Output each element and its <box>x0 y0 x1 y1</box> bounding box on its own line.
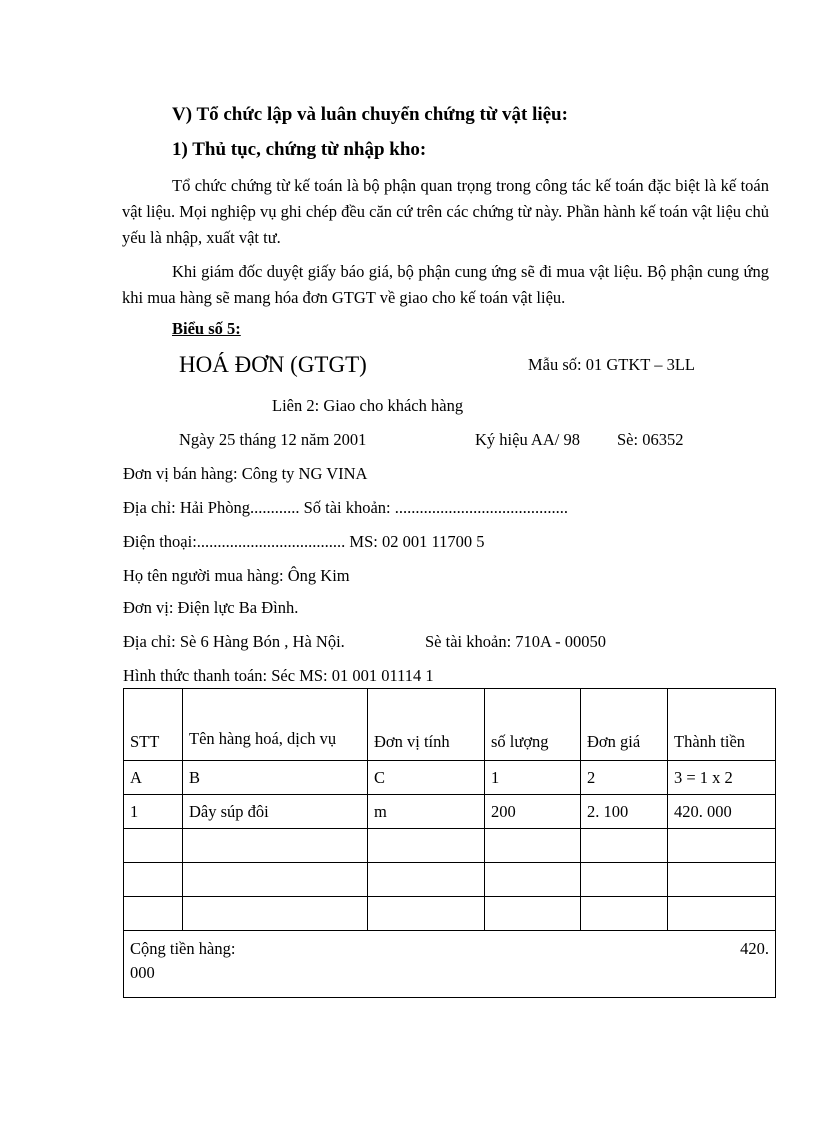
invoice-date: Ngày 25 tháng 12 năm 2001 <box>179 430 367 449</box>
invoice-symbol: Ký hiệu AA/ 98 <box>475 430 580 449</box>
paragraph-1-text: Tổ chức chứng từ kế toán là bộ phận quan trọng trong công tác kế toán đặc biệt là kế toán vật liệu. Mọi nghiệp vụ ghi chép đều căn cứ trên các chứng từ này. Phần hành kế toán vật liệu chủ yếu là nhập, xuất vật tư. <box>122 176 769 247</box>
total-label: Cộng tiền hàng: <box>130 939 236 958</box>
header-cell: STT <box>124 689 183 761</box>
paragraph-1 <box>122 173 769 251</box>
table-cell <box>183 897 368 931</box>
table-cell <box>668 829 776 863</box>
table-row <box>124 897 776 931</box>
table-header-row <box>124 689 776 761</box>
table-cell <box>368 863 485 897</box>
table-cell <box>581 897 668 931</box>
sub-heading: 1) Thủ tục, chứng từ nhập kho: <box>172 139 427 160</box>
buyer-name: Họ tên người mua hàng: Ông Kim <box>123 566 350 585</box>
table-cell <box>124 897 183 931</box>
buyer-unit: Đơn vị: Điện lực Ba Đình. <box>123 598 299 617</box>
code-cell: 2 <box>581 761 668 795</box>
table-cell <box>485 863 581 897</box>
header-cell: Tên hàng hoá, dịch vụ <box>183 689 368 761</box>
paragraph-2 <box>122 259 769 311</box>
table-cell <box>581 829 668 863</box>
code-cell: C <box>368 761 485 795</box>
table-row <box>124 829 776 863</box>
header-cell: số lượng <box>485 689 581 761</box>
table-cell <box>124 829 183 863</box>
invoice-number: Sè: 06352 <box>617 430 684 449</box>
section-heading: V) Tổ chức lập và luân chuyển chứng từ vật liệu: <box>172 104 568 125</box>
buyer-account: Sè tài khoản: 710A - 00050 <box>425 632 607 651</box>
table-cell <box>183 829 368 863</box>
code-cell: 1 <box>485 761 581 795</box>
table-row <box>124 863 776 897</box>
payment-method: Hình thức thanh toán: Séc MS: 01 001 01114 1 <box>123 666 434 685</box>
table-cell <box>485 829 581 863</box>
table-total-row <box>124 931 776 998</box>
copy-note: Liên 2: Giao cho khách hàng <box>272 396 464 415</box>
seller-phone: Điện thoại:.................................... MS: 02 001 11700 5 <box>123 532 485 551</box>
table-cell <box>124 863 183 897</box>
form-label: Biểu số 5: <box>172 319 241 338</box>
table-cell: 420. 000 <box>668 795 776 829</box>
table-cell: 1 <box>124 795 183 829</box>
code-cell: 3 = 1 x 2 <box>668 761 776 795</box>
total-value-part2: 000 <box>130 963 155 982</box>
total-value-part1: 420. <box>740 939 769 958</box>
table-cell: m <box>368 795 485 829</box>
invoice-table <box>123 688 776 998</box>
table-cell <box>581 863 668 897</box>
header-cell: Đơn vị tính <box>368 689 485 761</box>
table-row <box>124 795 776 829</box>
table-cell <box>368 897 485 931</box>
buyer-address: Địa chỉ: Sè 6 Hàng Bón , Hà Nội. <box>123 632 345 651</box>
form-code: Mẫu số: 01 GTKT – 3LL <box>528 355 695 374</box>
table-cell <box>668 863 776 897</box>
table-code-row <box>124 761 776 795</box>
code-cell: B <box>183 761 368 795</box>
table-cell: Dây súp đôi <box>183 795 368 829</box>
paragraph-2-text: Khi giám đốc duyệt giấy báo giá, bộ phận cung ứng sẽ đi mua vật liệu. Bộ phận cung ứng khi mua hàng sẽ mang hóa đơn GTGT về giao cho kế toán vật liệu. <box>122 262 769 307</box>
code-cell: A <box>124 761 183 795</box>
total-cell <box>124 931 776 998</box>
seller: Đơn vị bán hàng: Công ty NG VINA <box>123 464 368 483</box>
table-cell <box>183 863 368 897</box>
header-cell: Đơn giá <box>581 689 668 761</box>
seller-address: Địa chỉ: Hải Phòng............ Số tài khoản: .......................................... <box>123 498 569 517</box>
table-cell <box>485 897 581 931</box>
table-cell <box>668 897 776 931</box>
invoice-title: HOÁ ĐƠN (GTGT) <box>179 352 367 377</box>
table-cell: 200 <box>485 795 581 829</box>
header-cell: Thành tiền <box>668 689 776 761</box>
table-cell <box>368 829 485 863</box>
table-cell: 2. 100 <box>581 795 668 829</box>
